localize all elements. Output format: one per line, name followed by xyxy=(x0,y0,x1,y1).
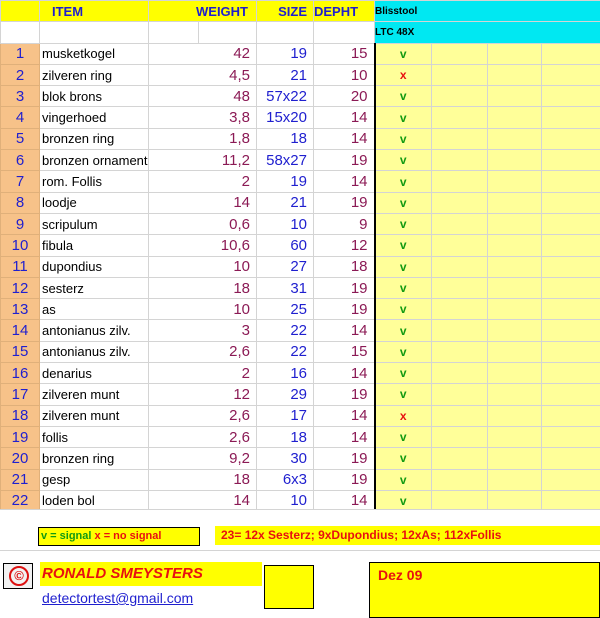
table-row xyxy=(1,448,600,469)
table-row xyxy=(1,86,600,107)
size-value: 19 xyxy=(257,43,314,64)
row-number: 14 xyxy=(1,320,40,341)
empty-result-cell xyxy=(542,299,600,320)
size-value: 29 xyxy=(257,384,314,405)
depth-value: 14 xyxy=(314,490,375,511)
depth-value: 19 xyxy=(314,469,375,490)
weight-value: 2,6 xyxy=(149,405,257,426)
gridline xyxy=(0,509,600,510)
weight-value: 48 xyxy=(149,86,257,107)
empty-result-cell xyxy=(542,341,600,362)
weight-value: 18 xyxy=(149,469,257,490)
item-name: sesterz xyxy=(40,277,149,298)
empty-result-cell xyxy=(432,213,488,234)
weight-value: 11,2 xyxy=(149,150,257,171)
item-name: vingerhoed xyxy=(40,107,149,128)
row-number: 12 xyxy=(1,277,40,298)
row-number: 2 xyxy=(1,64,40,85)
empty-result-cell xyxy=(432,341,488,362)
empty-result-cell xyxy=(542,171,600,192)
size-value: 25 xyxy=(257,299,314,320)
item-name: denarius xyxy=(40,363,149,384)
signal-result: v xyxy=(375,469,432,490)
legend-signal: v = signal xyxy=(39,530,91,542)
empty-result-cell xyxy=(542,213,600,234)
depth-value: 19 xyxy=(314,384,375,405)
size-value: 16 xyxy=(257,363,314,384)
item-name: antonianus zilv. xyxy=(40,341,149,362)
table-row xyxy=(1,363,600,384)
row-number: 10 xyxy=(1,235,40,256)
date-label: Dez 09 xyxy=(378,567,422,583)
item-name: bronzen ring xyxy=(40,128,149,149)
empty-result-cell xyxy=(542,277,600,298)
size-value: 18 xyxy=(257,128,314,149)
empty-result-cell xyxy=(542,107,600,128)
table-row xyxy=(1,384,600,405)
depth-value: 9 xyxy=(314,213,375,234)
table-row xyxy=(1,150,600,171)
signal-result: v xyxy=(375,426,432,447)
item-name: loodje xyxy=(40,192,149,213)
size-value: 21 xyxy=(257,192,314,213)
weight-value: 2 xyxy=(149,171,257,192)
copyright-symbol: © xyxy=(9,566,29,586)
size-value: 60 xyxy=(257,235,314,256)
depth-value: 14 xyxy=(314,363,375,384)
row-number: 20 xyxy=(1,448,40,469)
table-row xyxy=(1,235,600,256)
empty-result-cell xyxy=(542,384,600,405)
empty-result-cell xyxy=(542,363,600,384)
item-name: musketkogel xyxy=(40,43,149,64)
size-value: 18 xyxy=(257,426,314,447)
empty-result-cell xyxy=(488,150,542,171)
empty-result-cell xyxy=(488,448,542,469)
depth-value: 19 xyxy=(314,150,375,171)
weight-value: 4,5 xyxy=(149,64,257,85)
empty-result-cell xyxy=(432,86,488,107)
item-name: fibula xyxy=(40,235,149,256)
size-value: 22 xyxy=(257,320,314,341)
table-row xyxy=(1,43,600,64)
empty-result-cell xyxy=(488,363,542,384)
signal-result: v xyxy=(375,43,432,64)
table-row xyxy=(1,320,600,341)
item-name: bronzen ring xyxy=(40,448,149,469)
empty-result-cell xyxy=(432,277,488,298)
date-box xyxy=(369,562,600,618)
signal-result: v xyxy=(375,107,432,128)
empty-result-cell xyxy=(542,150,600,171)
signal-result: v xyxy=(375,384,432,405)
header-corner xyxy=(1,1,40,22)
table-row xyxy=(1,405,600,426)
signal-result: x xyxy=(375,64,432,85)
table-row xyxy=(1,64,600,85)
empty-result-cell xyxy=(488,171,542,192)
empty-result-cell xyxy=(542,235,600,256)
empty-result-cell xyxy=(542,320,600,341)
item-name: zilveren munt xyxy=(40,384,149,405)
row-number: 8 xyxy=(1,192,40,213)
size-value: 10 xyxy=(257,490,314,511)
row-number: 7 xyxy=(1,171,40,192)
yellow-box xyxy=(264,565,314,609)
row-number: 9 xyxy=(1,213,40,234)
size-value: 30 xyxy=(257,448,314,469)
table-row xyxy=(1,107,600,128)
table-row xyxy=(1,469,600,490)
summary-note: 23= 12x Sesterz; 9xDupondius; 12xAs; 112xFollis xyxy=(215,526,600,545)
empty-result-cell xyxy=(542,64,600,85)
size-value: 21 xyxy=(257,64,314,85)
author-name: RONALD SMEYSTERS xyxy=(40,562,262,586)
empty-result-cell xyxy=(432,235,488,256)
signal-result: v xyxy=(375,192,432,213)
depth-value: 14 xyxy=(314,405,375,426)
size-value: 22 xyxy=(257,341,314,362)
weight-value: 3 xyxy=(149,320,257,341)
empty-result-cell xyxy=(488,320,542,341)
row-number: 1 xyxy=(1,43,40,64)
empty-result-cell xyxy=(488,213,542,234)
row-number: 17 xyxy=(1,384,40,405)
weight-value: 14 xyxy=(149,192,257,213)
item-name: dupondius xyxy=(40,256,149,277)
table-row xyxy=(1,277,600,298)
signal-result: v xyxy=(375,150,432,171)
row-number: 4 xyxy=(1,107,40,128)
empty-result-cell xyxy=(542,426,600,447)
weight-value: 9,2 xyxy=(149,448,257,469)
signal-result: v xyxy=(375,341,432,362)
empty-result-cell xyxy=(432,448,488,469)
weight-value: 10,6 xyxy=(149,235,257,256)
empty-result-cell xyxy=(488,341,542,362)
empty-result-cell xyxy=(488,277,542,298)
size-value: 15x20 xyxy=(257,107,314,128)
empty-result-cell xyxy=(488,192,542,213)
header-item: ITEM xyxy=(40,1,149,22)
empty-result-cell xyxy=(432,363,488,384)
empty-result-cell xyxy=(488,256,542,277)
item-name: scripulum xyxy=(40,213,149,234)
empty-result-cell xyxy=(542,256,600,277)
empty-result-cell xyxy=(432,192,488,213)
size-value: 19 xyxy=(257,171,314,192)
empty-result-cell xyxy=(542,469,600,490)
header-blank xyxy=(257,22,314,43)
empty-result-cell xyxy=(542,43,600,64)
header-weight: WEIGHT xyxy=(149,1,257,22)
empty-result-cell xyxy=(432,469,488,490)
item-name: rom. Follis xyxy=(40,171,149,192)
gridline xyxy=(0,550,600,551)
header-blank xyxy=(314,22,375,43)
empty-result-cell xyxy=(488,469,542,490)
table-row xyxy=(1,299,600,320)
empty-result-cell xyxy=(488,128,542,149)
empty-result-cell xyxy=(542,86,600,107)
empty-result-cell xyxy=(488,426,542,447)
empty-result-cell xyxy=(432,128,488,149)
size-value: 58x27 xyxy=(257,150,314,171)
row-number: 21 xyxy=(1,469,40,490)
email-link[interactable]: detectortest@gmail.com xyxy=(42,590,193,606)
empty-result-cell xyxy=(432,64,488,85)
empty-result-cell xyxy=(432,171,488,192)
signal-result: v xyxy=(375,171,432,192)
size-value: 57x22 xyxy=(257,86,314,107)
weight-value: 1,8 xyxy=(149,128,257,149)
size-value: 17 xyxy=(257,405,314,426)
item-name: antonianus zilv. xyxy=(40,320,149,341)
empty-result-cell xyxy=(432,405,488,426)
depth-value: 20 xyxy=(314,86,375,107)
empty-result-cell xyxy=(432,384,488,405)
row-number: 18 xyxy=(1,405,40,426)
signal-result: v xyxy=(375,256,432,277)
empty-result-cell xyxy=(488,107,542,128)
weight-value: 42 xyxy=(149,43,257,64)
table-row xyxy=(1,128,600,149)
table-row xyxy=(1,192,600,213)
empty-result-cell xyxy=(432,299,488,320)
row-number: 5 xyxy=(1,128,40,149)
size-value: 27 xyxy=(257,256,314,277)
header-depth: DEPHT xyxy=(314,1,375,22)
footer-section xyxy=(0,509,600,609)
weight-value: 10 xyxy=(149,256,257,277)
depth-value: 14 xyxy=(314,320,375,341)
row-number: 11 xyxy=(1,256,40,277)
depth-value: 12 xyxy=(314,235,375,256)
item-name: loden bol xyxy=(40,490,149,511)
signal-result: v xyxy=(375,490,432,511)
weight-value: 3,8 xyxy=(149,107,257,128)
row-number: 16 xyxy=(1,363,40,384)
weight-value: 18 xyxy=(149,277,257,298)
depth-value: 14 xyxy=(314,426,375,447)
depth-value: 19 xyxy=(314,192,375,213)
item-name: zilveren ring xyxy=(40,64,149,85)
table-row xyxy=(1,213,600,234)
depth-value: 18 xyxy=(314,256,375,277)
empty-result-cell xyxy=(542,448,600,469)
row-number: 6 xyxy=(1,150,40,171)
item-name: gesp xyxy=(40,469,149,490)
empty-result-cell xyxy=(488,235,542,256)
signal-result: v xyxy=(375,235,432,256)
signal-result: v xyxy=(375,448,432,469)
empty-result-cell xyxy=(432,426,488,447)
copyright-icon xyxy=(3,563,33,589)
item-name: follis xyxy=(40,426,149,447)
depth-value: 19 xyxy=(314,299,375,320)
signal-result: v xyxy=(375,86,432,107)
item-name: blok brons xyxy=(40,86,149,107)
depth-value: 14 xyxy=(314,171,375,192)
table-row xyxy=(1,341,600,362)
item-name: zilveren munt xyxy=(40,405,149,426)
header-row xyxy=(1,1,600,22)
weight-value: 2,6 xyxy=(149,426,257,447)
row-number: 22 xyxy=(1,490,40,511)
header-blank xyxy=(1,22,40,43)
empty-result-cell xyxy=(488,299,542,320)
empty-result-cell xyxy=(542,192,600,213)
signal-legend xyxy=(38,527,200,546)
weight-value: 14 xyxy=(149,490,257,511)
empty-result-cell xyxy=(432,256,488,277)
legend-no-signal: x = no signal xyxy=(95,530,162,542)
empty-result-cell xyxy=(542,405,600,426)
header-blank xyxy=(199,22,257,43)
empty-result-cell xyxy=(488,405,542,426)
empty-result-cell xyxy=(488,43,542,64)
empty-result-cell xyxy=(432,107,488,128)
header-size: SIZE xyxy=(257,1,314,22)
table-row xyxy=(1,256,600,277)
empty-result-cell xyxy=(432,320,488,341)
weight-value: 12 xyxy=(149,384,257,405)
depth-value: 19 xyxy=(314,448,375,469)
empty-result-cell xyxy=(488,64,542,85)
empty-result-cell xyxy=(488,86,542,107)
header-blank xyxy=(149,22,199,43)
item-name: as xyxy=(40,299,149,320)
size-value: 6x3 xyxy=(257,469,314,490)
weight-value: 2,6 xyxy=(149,341,257,362)
header-device-1: Blisstool xyxy=(375,1,600,22)
table-row xyxy=(1,426,600,447)
weight-value: 2 xyxy=(149,363,257,384)
depth-value: 15 xyxy=(314,43,375,64)
depth-value: 14 xyxy=(314,128,375,149)
header-device-2: LTC 48X xyxy=(375,22,600,43)
signal-result: v xyxy=(375,277,432,298)
empty-result-cell xyxy=(542,128,600,149)
empty-result-cell xyxy=(488,384,542,405)
table-row xyxy=(1,171,600,192)
signal-result: v xyxy=(375,128,432,149)
empty-result-cell xyxy=(432,150,488,171)
size-value: 10 xyxy=(257,213,314,234)
signal-result: v xyxy=(375,363,432,384)
depth-value: 10 xyxy=(314,64,375,85)
weight-value: 10 xyxy=(149,299,257,320)
depth-value: 15 xyxy=(314,341,375,362)
weight-value: 0,6 xyxy=(149,213,257,234)
signal-result: v xyxy=(375,213,432,234)
signal-result: v xyxy=(375,299,432,320)
row-number: 3 xyxy=(1,86,40,107)
header-row-2 xyxy=(1,22,600,43)
size-value: 31 xyxy=(257,277,314,298)
signal-result: v xyxy=(375,320,432,341)
item-name: bronzen ornament xyxy=(40,150,149,171)
empty-result-cell xyxy=(432,43,488,64)
depth-value: 14 xyxy=(314,107,375,128)
header-blank xyxy=(40,22,149,43)
row-number: 13 xyxy=(1,299,40,320)
row-number: 19 xyxy=(1,426,40,447)
depth-value: 19 xyxy=(314,277,375,298)
signal-result: x xyxy=(375,405,432,426)
row-number: 15 xyxy=(1,341,40,362)
